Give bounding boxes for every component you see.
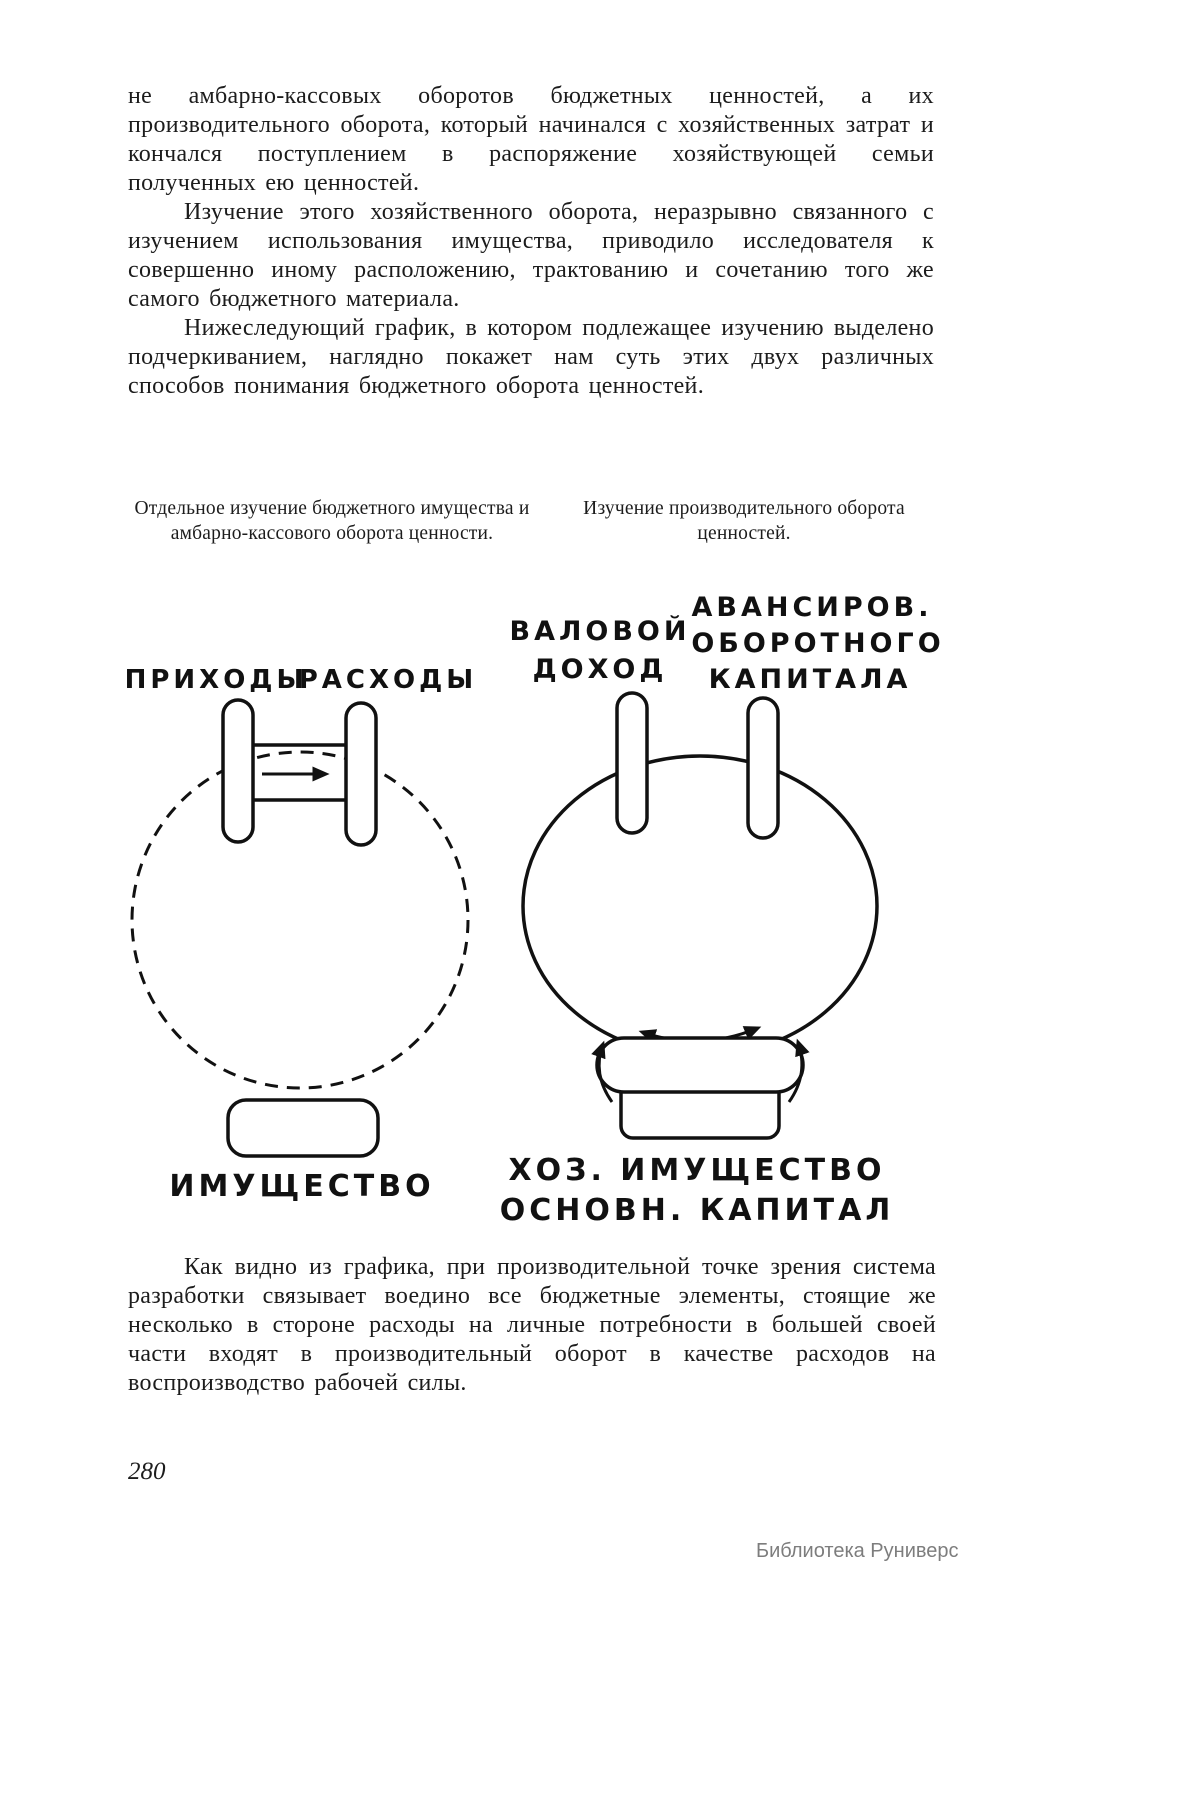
gross-income-label-line2: ДОХОД [532, 654, 668, 685]
gross-income-pill [617, 693, 647, 833]
page-number: 280 [128, 1458, 166, 1485]
budget-circle-dashed [132, 752, 468, 1088]
advanced-capital-label-line1: АВАНСИРОВ. [691, 592, 933, 623]
expenses-pill [346, 703, 376, 845]
paragraph-conclusion: Как видно из графика, при производительной точке зрения система разработки связывает воедино все бюджетные элементы, стоящие же несколько в стороне расходы на личные потребности в большей своей части входят в производительный оборот в качестве расходов на воспроизводство рабочей силы. [128, 1254, 936, 1396]
caption-left-method: Отдельное изучение бюджетного имущества и амбарно-кассового оборота ценности. [134, 498, 530, 544]
paragraph-study-turnover: Изучение этого хозяйственного оборота, неразрывно связанного с изучением использования имущества, приводило исследователя к совершенно иному расположению, трактованию и сочетанию того же самого бюджетного материала. [128, 199, 934, 312]
household-property-label-line1: ХОЗ. ИМУЩЕСТВО [508, 1153, 886, 1188]
fixed-capital-stadium [597, 1038, 803, 1092]
budget-turnover-diagram [0, 588, 1200, 1248]
diagram-captions [130, 497, 934, 546]
gross-income-label-line1: ВАЛОВОЙ [509, 616, 691, 647]
incomes-pill [223, 700, 253, 842]
advanced-capital-pill [748, 698, 778, 838]
paragraph-graph-intro: Нижеследующий график, в котором подлежащее изучению выделено подчеркиванием, наглядно покажет нам суть этих двух различных способов понимания бюджетного оборота ценностей. [128, 315, 934, 399]
paragraph-continuation: не амбарно-кассовых оборотов бюджетных ценностей, а их производительного оборота, который начинался с хозяйственных затрат и кончался поступлением в распоряжение хозяйствующей семьи полученных ею ценностей. [128, 83, 934, 196]
library-watermark: Библиотека Руниверс [756, 1540, 959, 1562]
production-circle [523, 756, 877, 1056]
advanced-capital-label-line3: КАПИТАЛА [708, 664, 912, 695]
upper-text-block [128, 82, 934, 401]
incomes-label: ПРИХОДЫ [124, 665, 308, 695]
property-box [228, 1100, 378, 1156]
lower-text-block [128, 1253, 936, 1398]
caption-right-method: Изучение производительного оборота ценностей. [583, 498, 905, 544]
left-figure [125, 665, 478, 1204]
expenses-label: РАСХОДЫ [298, 665, 478, 695]
household-property-label-line2: ОСНОВН. КАПИТАЛ [499, 1193, 895, 1228]
advanced-capital-label-line2: ОБОРОТНОГО [691, 628, 945, 659]
property-label: ИМУЩЕСТВО [169, 1169, 435, 1204]
right-figure [500, 592, 945, 1228]
